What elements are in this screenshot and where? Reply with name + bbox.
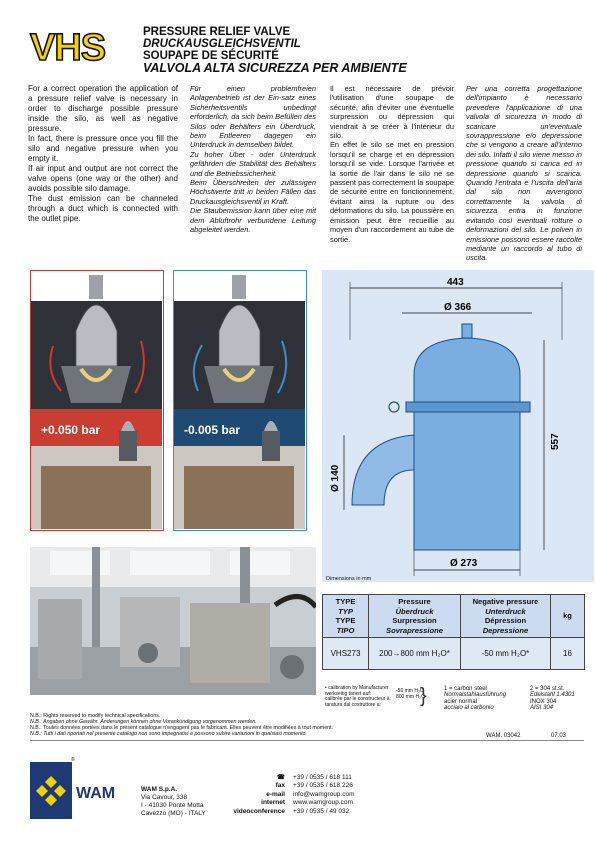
- dimension-side: Ø 140: [330, 464, 341, 492]
- paragraph: En effet le silo se met en pression lorsqu'il se charge et en dépression lorsqu'il se vide. Lorsque l'arrivée et la sortie de l'air dans le silo ne se passent pas correctement la soupape de sécurité entre en fonctionnement, évitant ainsi la rupture ou des déformations du silo. La poussière en émission peut être recueillie au moyen d'un raccordement au tube de sortie.: [330, 140, 454, 244]
- svg-text:VHS: VHS: [30, 27, 106, 66]
- text-column-italian: [466, 84, 582, 263]
- text-column-french: [330, 84, 454, 244]
- legal-notes: N.B.: Rights reserved to modify technical specifications. N.B.: Angaben ohne Gewähr. Änderungen können ohne Vorankündigung vorgenommen werden. N.B.: Toutes données portées dans le présent catalogue n'engagent pas le fabricant. Elles peuvent être modifiées à tout moment. N.B.: Tutti i dati riportati nel presente catalogo non sono impegnativi e possono subire variazioni in qualsiasi momento.: [30, 713, 334, 737]
- company-address: WAM S.p.A. Via Cavour, 338 I - 41030 Ponte Motta Cavezzo (MO) - ITALY: [141, 786, 206, 817]
- overpressure-illustration: [31, 271, 162, 529]
- valve-drawing: [322, 270, 594, 582]
- contact-labels: ☎ fax e-mail internet videoconference: [215, 774, 285, 816]
- email-link[interactable]: info@wamgroup.com: [293, 790, 355, 798]
- brace-glyph: }: [420, 685, 427, 707]
- paragraph: The dust emission can be channeled through a duct which is connected with the outlet pipe.: [28, 194, 178, 223]
- cell-kg: 16: [551, 638, 585, 670]
- calibration-note: • calibration by Manufacturer werkseitig tariert auf: calibrée par le constructeur à: taratura dal costruttore a:: [325, 685, 391, 708]
- header-type: TYPE TYP TYPE TIPO: [323, 595, 369, 638]
- calibration-values: -50 mm H₂O 800 mm H₂O: [396, 688, 425, 700]
- paragraph: For a correct operation the application of a pressure relief valve is necessary in order to discharge possible pressure inside the silo, as well as negative pressure.: [28, 84, 178, 133]
- installation-photo: [30, 547, 316, 695]
- underpressure-illustration: [174, 271, 305, 529]
- vhs-logo: [28, 26, 128, 66]
- divider: [30, 740, 584, 741]
- dimension-bottom: Ø 273: [450, 558, 478, 569]
- paragraph: Zu hoher Über - oder Unterdruck gefährden die Stabilität des Behälters und die Betriebssicherheit.: [190, 149, 316, 178]
- header-kg: kg: [551, 595, 585, 638]
- cell-negative: -50 mm H₂O*: [461, 638, 551, 670]
- svg-text:WAM: WAM: [76, 785, 116, 802]
- title-en: PRESSURE RELIEF VALVE: [143, 26, 291, 38]
- material-stainless: 2 = 304 st.st. Edelstahl 1.4301 INOX 304 AISI 304: [530, 686, 575, 712]
- fax-number: +39 / 0535 / 618 226: [293, 782, 353, 790]
- underpressure-panel: [173, 270, 307, 531]
- title-fr: SOUPAPE DE SÉCURITÉ: [143, 50, 279, 62]
- material-carbon: 1 = carbon steel Normalstahlausführung acier normal acciaio al carbonio: [444, 686, 507, 712]
- videoconference-number: +39 / 0535 / 49 032: [293, 807, 350, 815]
- technical-drawing: [322, 270, 594, 582]
- paragraph: Il est nécessaire de prévoir l'utilisation d'une soupape de sécurité, afin d'éviter une éventuelle surpression ou dépression qui viendrait à se créer à l'intérieur du silo.: [330, 84, 454, 141]
- overpressure-panel: [30, 270, 164, 531]
- cell-type: VHS273: [323, 638, 369, 670]
- header-pressure: Pressure Überdruck Surpression Sovrapressione: [369, 595, 461, 638]
- cell-pressure: 200→800 mm H₂O*: [369, 638, 461, 670]
- table-row: [323, 638, 585, 670]
- paragraph: Für einen problemfreien Anlagenbetrieb ist der Ein-satz eines Sicherheitsventils unbedingt erforderlich, da sich beim Befüllen des Silos oder Behälters ein Überdruck, beim Entleeren dagegen ein Unterdruck in demselben bildet.: [190, 84, 316, 150]
- paragraph: Per una corretta progettazione dell'impianto è necessario prevedere l'applicazione di una valvola di sicurezza in modo di scaricare un'eventuale sovrappressione e/o depressione che si vengono a creare all'interno dei silo. Infatti il silo viene messo in pressione quando si carica ed in depressione quando si scarica. Quando l'entrata e l'uscita dell'aria dal silo non avvengono correttamente la valvola di sicurezza entra in funzione evitando così eventuali rotture o deformazioni del silo. Le polveri in emissione possono essere raccolte mediante un raccordo al tubo di uscita.: [466, 84, 582, 263]
- text-column-english: [28, 84, 178, 224]
- phone-icon: ☎: [276, 774, 285, 781]
- table-header-row: [323, 595, 585, 638]
- title-block: [143, 26, 407, 74]
- paragraph: In fact, there is pressure once you fill the silo and negative pressure when you empty it.: [28, 134, 178, 163]
- dimension-cap: Ø 366: [444, 302, 472, 313]
- overpressure-label: +0.050 bar: [41, 423, 101, 437]
- catalogue-code: WAM. 03042: [486, 733, 521, 739]
- wam-logo: [30, 762, 130, 819]
- spec-table: [322, 594, 585, 670]
- paragraph: Beim Überschreiten der zulässigen Höchstwerte tritt in beiden Fällen das Druckausgleichsventil in Kraft.: [190, 178, 316, 206]
- contact-values: [293, 774, 355, 816]
- registered-mark: ®: [71, 757, 75, 763]
- title-de: DRUCKAUSGLEICHSVENTIL: [143, 38, 301, 50]
- text-column-german: [190, 84, 316, 235]
- phone-number: +39 / 0535 / 618 111: [293, 774, 352, 781]
- paragraph: If air input and output are not correct the valve opens (one way or the other) and avoids possible silo damage.: [28, 164, 178, 193]
- dimension-width: 443: [447, 277, 464, 288]
- dimensions-note: Dimensions in mm: [326, 576, 372, 582]
- paragraph: Die Staubemission kann über eine mit dem Abluftrohr verbundene Leitung abgeleitet werden.: [190, 206, 316, 235]
- dimension-height: 557: [550, 433, 561, 450]
- catalogue-date: 07.03: [551, 733, 567, 739]
- header-negative-pressure: Negative pressure Unterdruck Dépression Depressione: [461, 595, 551, 638]
- underpressure-label: -0.005 bar: [184, 423, 241, 437]
- website-link[interactable]: www.wamgroup.com: [293, 799, 353, 807]
- title-it: VALVOLA ALTA SICUREZZA PER AMBIENTE: [143, 61, 407, 75]
